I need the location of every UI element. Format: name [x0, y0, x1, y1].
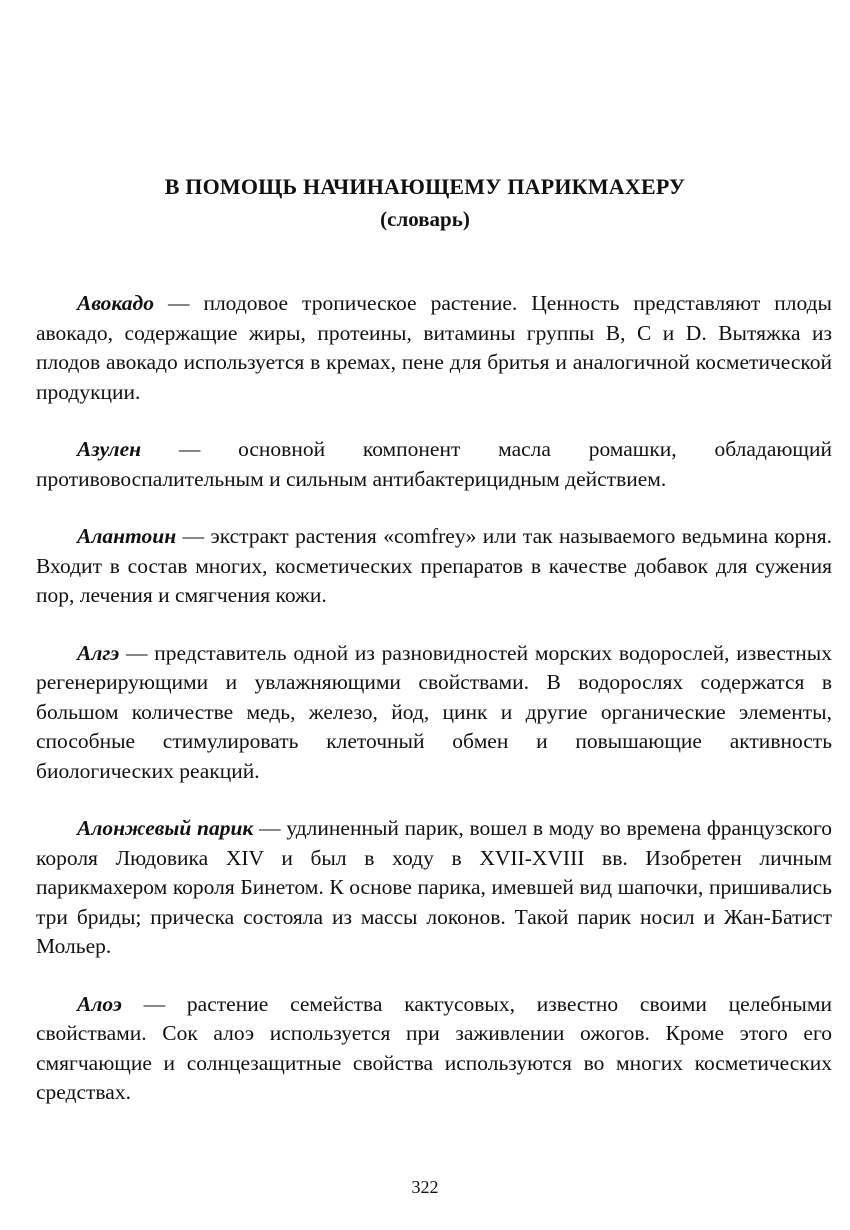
- dictionary-entries: [36, 289, 832, 1136]
- entry-definition: — удлиненный парик, вошел в моду во времена французского короля Людовика XIV и был в ходу в XVII-XVIII вв. Изобретен личным парикмахером короля Бинетом. К основе парика, имевшей вид шапочки, пришивались три бриды; прическа состояла из массы локонов. Такой парик носил и Жан-Батист Мольер.: [36, 816, 832, 958]
- dictionary-entry-algae: [36, 639, 832, 787]
- entry-term: Алантоин: [77, 524, 177, 548]
- entry-term: Алгэ: [77, 640, 120, 665]
- page-title: В ПОМОЩЬ НАЧИНАЮЩЕМУ ПАРИКМАХЕРУ: [164, 174, 686, 199]
- page-number: 322: [411, 1177, 439, 1197]
- dictionary-entry-aloe: [36, 990, 832, 1108]
- page-subtitle: (словарь): [380, 207, 470, 231]
- entry-definition: — плодовое тропическое растение. Ценность представляют плоды авокадо, содержащие жиры, протеины, витамины группы B, C и D. Вытяжка из плодов авокадо используется в кремах, пене для бритья и аналогичной косметической продукции.: [36, 291, 832, 404]
- entry-definition: — растение семейства кактусовых, известно своими целебными свойствами. Сок алоэ используется при заживлении ожогов. Кроме этого его смягчающие и солнцезащитные свойства используются во многих косметических средствах.: [36, 991, 832, 1104]
- entry-definition: — основной компонент масла ромашки, обладающий противовоспалительным и сильным антибактерицидным действием.: [36, 437, 832, 491]
- dictionary-entry-allantoin: [36, 522, 832, 611]
- entry-term: Авокадо: [77, 291, 154, 315]
- entry-definition: — представитель одной из разновидностей морских водорослей, известных регенерирующими и увлажняющими свойствами. В водорослях содержатся в большом количестве медь, железо, йод, цинк и другие органические элементы, способные стимулировать клеточный обмен и повышающие активность биологических реакций.: [36, 640, 832, 783]
- dictionary-entry-azulene: [36, 435, 832, 494]
- entry-term: Азулен: [77, 437, 142, 461]
- dictionary-entry-avocado: [36, 289, 832, 407]
- dictionary-entry-allonge-wig: [36, 814, 832, 962]
- entry-term: Алонжевый парик: [77, 816, 254, 840]
- entry-term: Алоэ: [77, 991, 122, 1016]
- entry-definition: — экстракт растения «comfrey» или так называемого ведьмина корня. Входит в состав многих, косметических препаратов в качестве добавок для сужения пор, лечения и смягчения кожи.: [36, 524, 832, 607]
